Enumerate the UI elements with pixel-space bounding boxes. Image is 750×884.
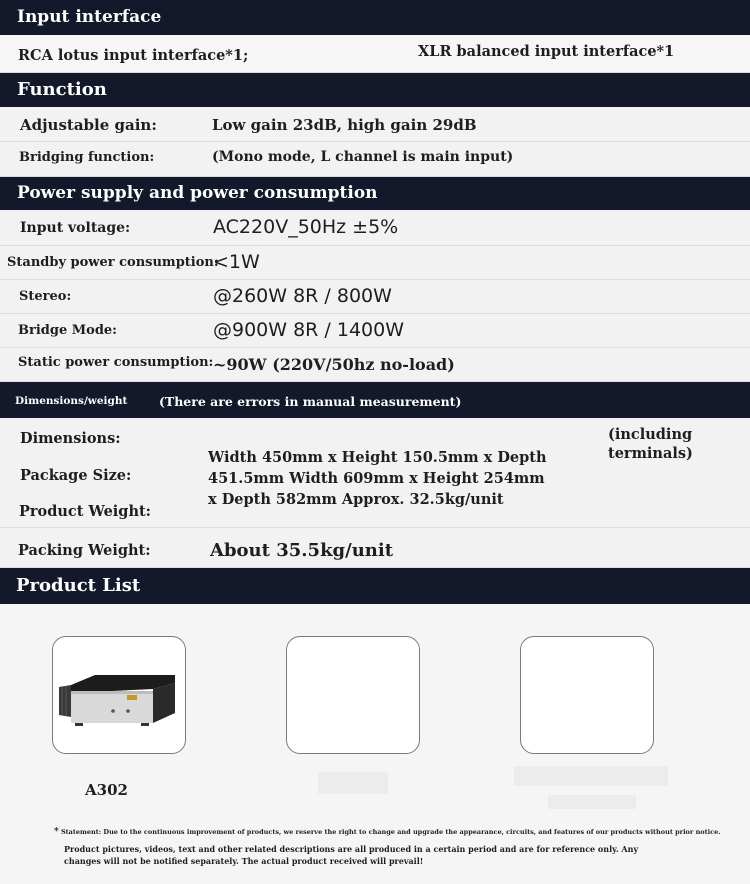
faded-label-placeholder [548,795,636,809]
gain-label: Adjustable gain: [20,116,157,134]
section-title: Product List [16,575,141,596]
input-row [0,35,750,73]
xlr-input-text: XLR balanced input interface*1 [418,43,675,60]
packing-weight-value: About 35.5kg/unit [210,540,394,561]
power-value: @900W 8R / 1400W [213,319,405,341]
power-row-stereo [0,280,750,314]
section-header-power [0,177,750,210]
power-label: Standby power consumption: [7,255,219,270]
power-value: @260W 8R / 800W [213,285,392,307]
rca-input-text: RCA lotus input interface*1; [18,47,249,64]
dimensions-label: Dimensions: [20,430,121,447]
product-label-a302: A302 [85,781,128,799]
power-label: Stereo: [19,289,72,304]
section-header-function [0,73,750,107]
faded-label-placeholder [318,772,388,794]
product-card-a302 [52,636,186,754]
section-header-input [0,0,750,35]
power-row-input-voltage [0,210,750,246]
power-label: Static power consumption: [18,355,214,370]
section-header-products [0,568,750,604]
section-title: Function [17,79,107,100]
packing-weight-row [0,528,750,568]
power-label: Bridge Mode: [18,323,117,338]
power-row-standby [0,246,750,280]
section-header-dimensions [0,382,750,418]
power-value: <1W [213,251,260,273]
faded-label-placeholder [514,766,668,786]
power-row-static [0,348,750,382]
section-title: Power supply and power consumption [17,183,378,203]
package-size-label: Package Size: [20,467,132,484]
product-card-empty-3 [520,636,654,754]
power-label: Input voltage: [20,220,131,236]
bridge-row [0,142,750,177]
bridge-value: (Mono mode, L channel is main input) [212,149,514,165]
statement-note [54,826,744,838]
section-title: Dimensions/weight [15,395,128,407]
packing-weight-label: Packing Weight: [18,542,151,559]
bridge-label: Bridging function: [19,150,155,165]
disclaimer-note: Product pictures, videos, text and other related descriptions are all produced in a certain period and are for reference only. Any changes will not be notified separately. The actual product received will prevail! [64,844,639,866]
statement-text: Statement: Due to the continuous improvement of products, we reserve the right to change and upgrade the appearance, circuits, and features of our products without prior notice. [60,828,721,836]
power-row-bridge [0,314,750,348]
gain-value: Low gain 23dB, high gain 29dB [212,116,477,134]
including-terminals-note: (including terminals) [608,426,693,462]
asterisk: * [54,827,59,837]
product-card-empty-2 [286,636,420,754]
measurement-note: (There are errors in manual measurement) [159,394,462,409]
power-value: ~90W (220V/50hz no-load) [213,355,455,374]
gain-row [0,107,750,142]
product-weight-label: Product Weight: [19,503,152,520]
amplifier-image [53,637,185,753]
dimensions-value: Width 450mm x Height 150.5mm x Depth 451.5mm Width 609mm x Height 254mm x Depth 582mm Approx. 32.5kg/unit [208,449,547,508]
power-value: AC220V_50Hz ±5% [213,216,399,238]
section-title: Input interface [17,7,162,27]
